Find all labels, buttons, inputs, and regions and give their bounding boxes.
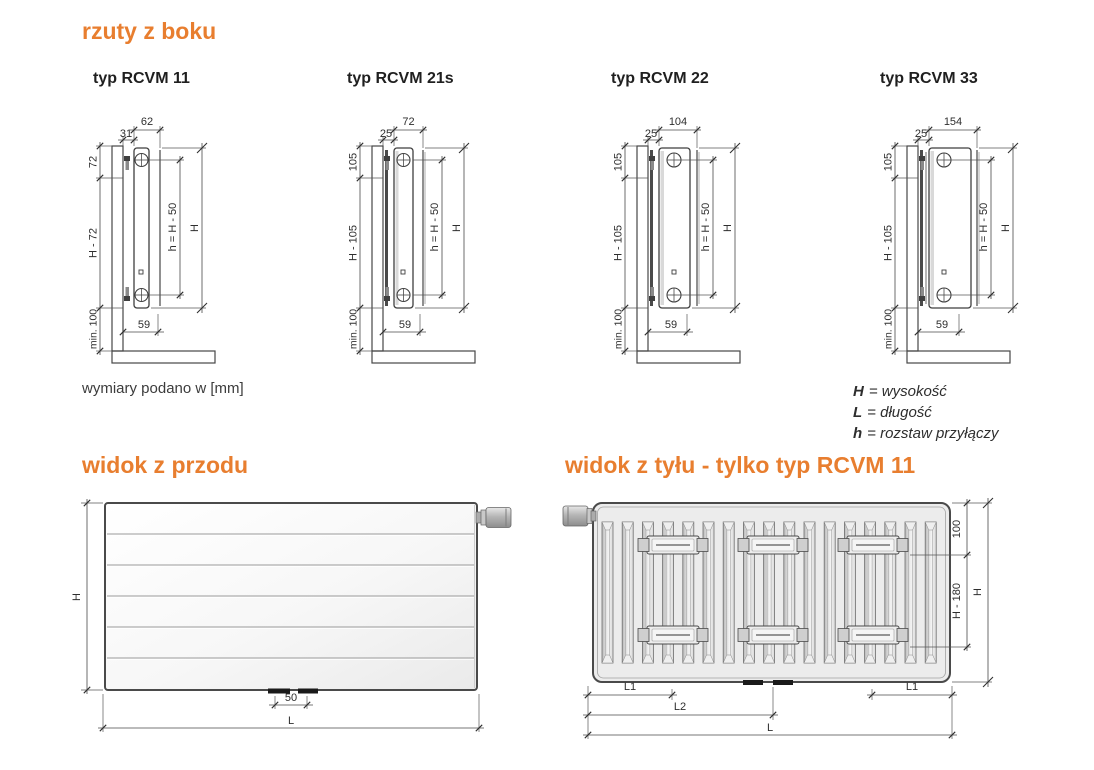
radiator-body	[124, 148, 160, 308]
legend-symbol: H	[853, 383, 864, 400]
dim-top: 72	[87, 155, 100, 169]
dim-height: H	[1000, 224, 1012, 232]
legend	[853, 381, 998, 444]
wall-bracket-bottom	[384, 296, 390, 301]
back-view-title: widok z tyłu - tylko typ RCVM 11	[565, 452, 916, 478]
dim-l2: L2	[673, 701, 687, 713]
dim-length: L	[766, 722, 774, 734]
radiator-body	[919, 148, 979, 308]
wall-and-floor	[112, 146, 215, 363]
diagram-title-rcvm-11: typ RCVM 11	[93, 70, 190, 87]
legend-item-height	[853, 381, 998, 402]
back-view-drawing	[555, 470, 1085, 770]
front-view-title: widok z przodu	[82, 452, 249, 478]
dim-floor-clearance: min. 100	[882, 308, 895, 350]
wall-bracket-top	[124, 156, 130, 161]
dim-pipe-offset: 59	[137, 319, 151, 331]
page-title: rzuty z boku	[82, 18, 217, 44]
dim-height: H	[722, 224, 734, 232]
dim-connections: h = H - 50	[167, 202, 179, 252]
dim-height: H	[189, 224, 201, 232]
dim-connection-spacing: 50	[284, 692, 298, 704]
dim-pipe-offset: 59	[664, 319, 678, 331]
wall-bracket-top	[649, 156, 655, 161]
dim-connections: h = H - 50	[700, 202, 712, 252]
thermostat-valve	[476, 508, 511, 528]
dim-wall-offset: 25	[644, 128, 658, 140]
dim-floor-clearance: min. 100	[347, 308, 360, 350]
diagram-title-rcvm-33: typ RCVM 33	[880, 70, 978, 87]
diagram-title-rcvm-21s: typ RCVM 21s	[347, 70, 454, 87]
dim-middle: H - 72	[87, 228, 100, 258]
dim-floor-clearance: min. 100	[612, 308, 625, 350]
side-view-rcvm-33	[855, 110, 1065, 370]
side-view-rcvm-11	[60, 110, 270, 370]
dim-middle: H - 105	[882, 224, 895, 262]
dim-bracket-top: 100	[951, 519, 963, 539]
dim-top: 105	[347, 152, 360, 172]
wall-bracket-bottom	[919, 296, 925, 301]
wall-bracket-bottom	[649, 296, 655, 301]
legend-text: = rozstaw przyłączy	[867, 425, 999, 442]
legend-text: = wysokość	[868, 383, 947, 400]
legend-symbol: h	[853, 425, 863, 442]
radiator-body	[649, 148, 699, 308]
dim-height: H	[972, 588, 984, 596]
dim-floor-clearance: min. 100	[87, 308, 100, 350]
dim-bracket-span: H - 180	[951, 582, 963, 620]
diagram-title-rcvm-22: typ RCVM 22	[611, 70, 709, 87]
dim-height: H	[71, 593, 83, 601]
dim-wall-offset: 31	[119, 128, 133, 140]
dim-l1-right: L1	[905, 681, 919, 693]
wall-bracket-top	[919, 156, 925, 161]
dim-connections: h = H - 50	[978, 202, 990, 252]
radiator-front-panel	[105, 503, 477, 690]
dim-depth: 62	[140, 116, 154, 128]
side-view-rcvm-21s	[320, 110, 530, 370]
dim-depth: 72	[402, 116, 415, 128]
dim-depth: 154	[943, 116, 963, 128]
dim-top: 105	[882, 152, 895, 172]
legend-item-length	[853, 402, 998, 423]
dim-depth: 104	[668, 116, 688, 128]
legend-text: = długość	[867, 404, 932, 421]
legend-symbol: L	[853, 404, 863, 421]
dim-middle: H - 105	[347, 224, 360, 262]
side-view-rcvm-22	[585, 110, 795, 370]
units-note: wymiary podano w [mm]	[82, 380, 244, 397]
dim-wall-offset: 25	[914, 128, 928, 140]
legend-item-connections	[853, 423, 998, 444]
dim-pipe-offset: 59	[398, 319, 412, 331]
front-view-drawing	[60, 470, 530, 770]
dim-wall-offset: 25	[379, 128, 393, 140]
wall-bracket-bottom	[124, 296, 130, 301]
dim-top: 105	[612, 152, 625, 172]
dim-l1-left: L1	[623, 681, 637, 693]
wall-bracket-top	[384, 156, 390, 161]
thermostat-valve	[563, 506, 596, 526]
dim-pipe-offset: 59	[935, 319, 949, 331]
dim-length: L	[287, 715, 295, 727]
dim-middle: H - 105	[612, 224, 625, 262]
radiator-body	[384, 148, 425, 308]
dim-connections: h = H - 50	[429, 202, 441, 252]
dim-height: H	[451, 224, 463, 232]
